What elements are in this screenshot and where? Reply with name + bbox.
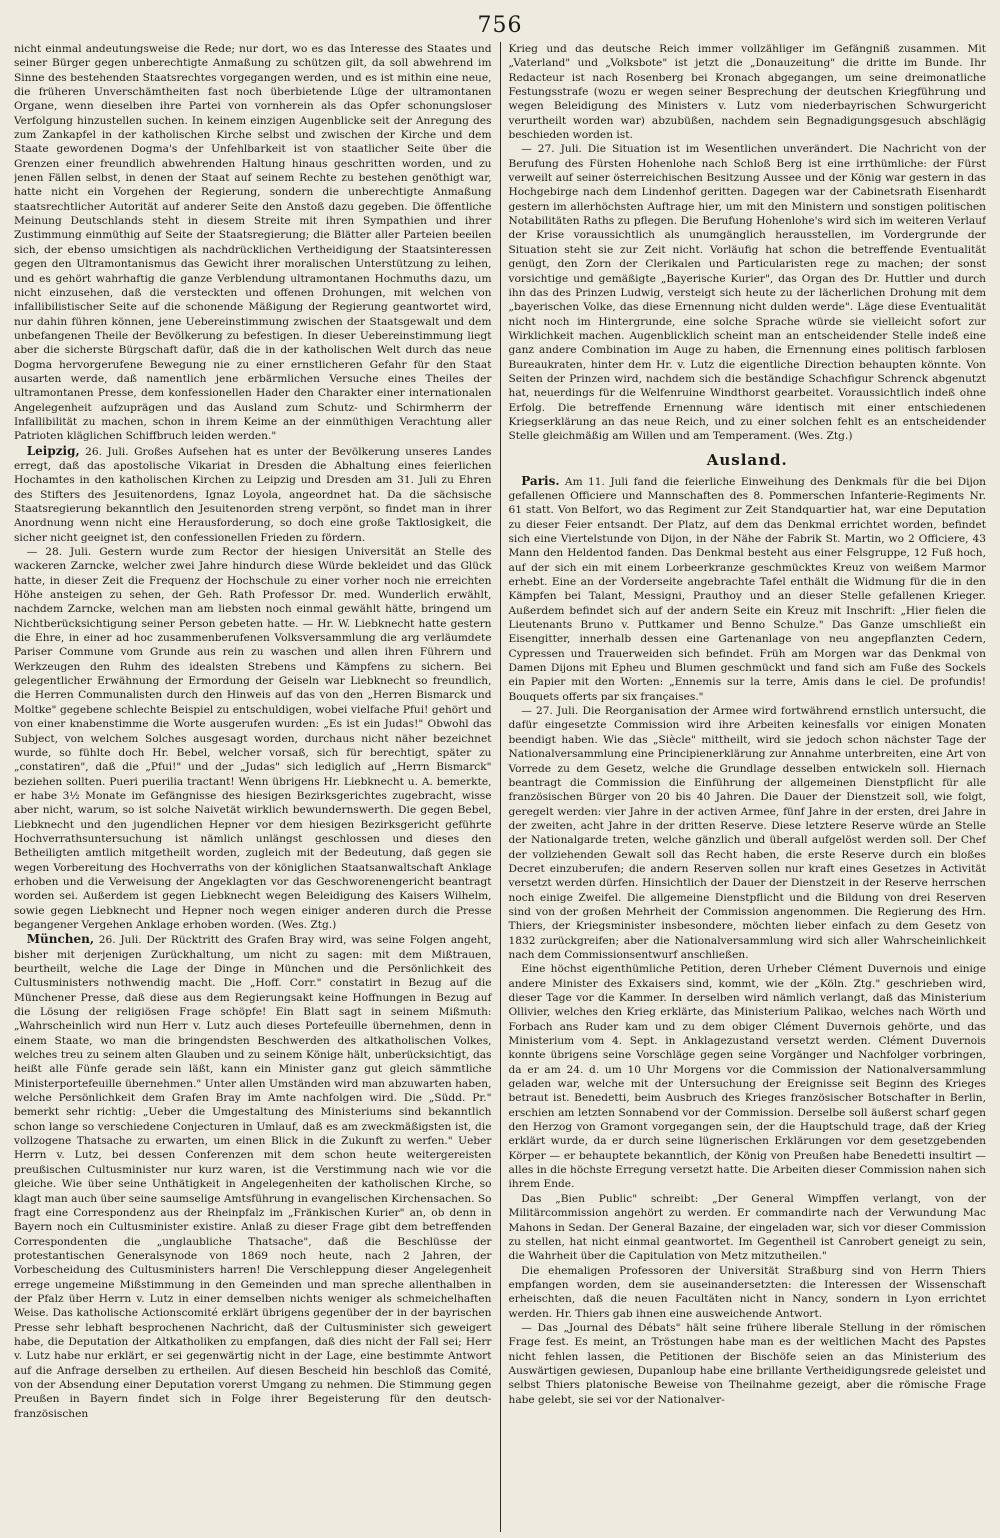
paragraph-text: — 27. Juli. Die Situation ist im Wesentlichen unverändert. Die Nachricht von der Berufung des Fürsten Hohenlohe nach Schloß Berg ist eine irrthümliche: der Fürst verweilt auf seiner österreichischen Besitzung Aussee und der König war gestern in das Hochgebirge nach dem Lindenhof geritten. Dagegen war der Cabinetsrath Eisenhardt gestern im allerhöchsten Auftrage hier, um mit den Ministern und sonstigen politischen Notabilitäten Raths zu pflegen. Die Berufung Hohenlohe's wird sich im weiteren Verlauf der Krise voraussichtlich als unumgänglich herausstellen, im Vordergrunde der Situation steht sie zur Zeit nicht. Vorläufig hat schon die betreffende Eventualität genügt, den Zorn der Clerikalen und Particularisten rege zu machen; der sonst vorsichtige und gemäßigte „Bayerische Kurier", das Organ des Dr. Huttler und durch ihn das des Prinzen Ludwig, versteigt sich heute zu der lächerlichen Drohung mit dem „bayerischen Volke, das diese Ernennung nicht dulden werde". Läge diese Eventualität nicht noch im Hintergrunde, eine solche Sprache würde sie vielleicht sofort zur Wirklichkeit machen. Augenblicklich scheint man an entscheidender Stelle indeß eine ganz andere Combination im Auge zu haben, die Ernennung eines politisch farblosen Bureaukraten, hinter dem Hr. v. Lutz die eigentliche Direction behaupten könnte. Von Seiten der Prinzen wird, nachdem sich die beständige Schachfigur Schrenck abgenutzt hat, neuerdings für die Welfenruine Windthorst gearbeitet. Voraussichtlich indeß ohne Erfolg. Die betreffende Ernennung wäre identisch mit einer entschiedenen Kriegserklärung an das neue Reich, und zu einer solchen fehlt es an entscheidender Stelle gleichmäßig am Willen und am Temperament. (Wes. Ztg.) — [508, 143, 986, 443]
article-paragraph — [509, 704, 987, 962]
paragraph-text: Krieg und das deutsche Reich immer vollzähliger im Gefängniß zusammen. Mit „Vaterland" und „Volksbote" ist jetzt die „Donauzeitung" die dritte im Bunde. Ihr Redacteur ist nach Rosenberg bei Kronach abgegangen, um seine dreimonatliche Festungsstrafe (wozu er wegen seiner Besprechung der deutschen Kriegführung und wegen Beleidigung des Ministers v. Lutz vom niederbayrischen Schwurgericht verurtheilt worden war) abzubüßen, nachdem sein Begnadigungsgesuch abschlägig beschieden worden ist. — [508, 43, 986, 142]
article-paragraph — [509, 962, 987, 1192]
paragraph-text: 26. Juli. Der Rücktritt des Grafen Bray wird, was seine Folgen angeht, bisher mit derjenigen Zurückhaltung, um nicht zu sagen: mit dem Mißtrauen, beurtheilt, welche die Lage der Dinge in München und die Persönlichkeit des Cultusministers nothwendig macht. Die „Hoff. Corr." constatirt in Bezug auf die Münchener Presse, daß diese aus dem Regierungsakt keine Hoffnungen in Bezug auf die Lösung der religiösen Frage schöpfe! Ein Blatt sagt in seinem Mißmuth: „Wahrscheinlich wird nun Herr v. Lutz auch dieses Portefeuille übernehmen, denn in einem Staate, wo man die bringendsten Beschwerden des altkatholischen Volkes, welches treu zu seinem alten Glauben und zu seinem Könige hält, unberücksichtigt, das heißt alle Fünfe gerade sein läßt, kann ein Minister ganz gut gleich sämmtliche Ministerportefeuille übernehmen." Unter allen Umständen wird man abzuwarten haben, welche Persönlichkeit dem Grafen Bray im Amte nachfolgen wird. Die „Südd. Pr." bemerkt sehr richtig: „Ueber die Umgestaltung des Ministeriums sind bekanntlich schon lange so verschiedene Conjecturen in Umlauf, daß es am zweckmäßigsten ist, die vollzogene Thatsache zu erwarten, um einen Blick in die Zukunft zu werfen." Ueber Herrn v. Lutz, bei dessen Conferenzen mit dem schon heute weitergereisten preußischen Cultusminister nur kurz waren, ist die Verstimmung nach wie vor die gleiche. Wie über seine Unthätigkeit in Angelegenheiten der katholischen Kirche, so klagt man auch über seine saumselige Amtsführung in evangelischen Kirchensachen. So fragt eine Correspondenz aus der Rheinpfalz im „Fränkischen Kurier" an, ob denn in Bayern noch ein Cultusminister existire. Anlaß zu dieser Frage gibt dem betreffenden Correspondenten die „unglaubliche Thatsache", daß die Beschlüsse der protestantischen Generalsynode von 1869 noch heute, nach 2 Jahren, der Vorbescheidung des Cultusministers harren! Die Verschleppung dieser Angelegenheit errege ungemeine Mißstimmung in den Gemeinden und man spreche allenthalben in der Pfalz über Herrn v. Lutz in einer demselben nichts weniger als schmeichelhaften Weise. Das katholische Actionscomité erklärt übrigens gegenüber der in der bayrischen Presse sehr lebhaft besprochenen Nachricht, daß der Cultusminister sich geweigert habe, die Deputation der Altkatholiken zu empfangen, daß dies nicht der Fall sei; Herr v. Lutz habe nur erklärt, er sei gegenwärtig nicht in der Lage, eine bestimmte Antwort auf die Anfrage derselben zu ertheilen. Auf diesen Bescheid hin beschloß das Comité, von der Absendung einer Deputation vorerst Umgang zu nehmen. Die Stimmung gegen Preußen in Bayern findet sich in Folge ihrer Begeisterung für den deutsch-französischen — [14, 934, 492, 1420]
paragraph-text: Eine höchst eigenthümliche Petition, deren Urheber Clément Duvernois und einige andere Minister des Exkaisers sind, kommt, wie der „Köln. Ztg." geschrieben wird, dieser Tage vor die Kammer. In derselben wird nämlich verlangt, daß das Ministerium Ollivier, welches den Krieg erklärte, das Ministerium Palikao, welches nach Wörth und Forbach ans Ruder kam und zu dem obiger Clément Duvernois gehörte, und das Ministerium vom 4. Sept. in Anklagezustand versetzt werden. Clément Duvernois konnte übrigens seine Vorschläge gegen seine Vorgänger und Nachfolger vorbringen, da er am 24. d. um 10 Uhr Morgens vor die Commission der Nationalversammlung geladen war, welche mit der Untersuchung der Ereignisse seit Beginn des Krieges betraut ist. Benedetti, beim Ausbruch des Krieges französischer Botschafter in Berlin, erschien am letzten Sonnabend vor der Commission. Derselbe soll äußerst scharf gegen den Herzog von Gramont vorgegangen sein, der die Hauptschuld trage, daß der Krieg erklärt wurde, da er durch seine lügnerischen Erklärungen vor dem gesetzgebenden Körper — er behauptete bekanntlich, der König von Preußen habe Benedetti insultirt — alles in die höchste Erregung versetzt hatte. Die Arbeiten dieser Commission nahen sich ihrem Ende. — [508, 963, 986, 1191]
page-number: 756 — [477, 13, 523, 38]
article-paragraph — [14, 932, 492, 1421]
article-paragraph — [509, 1321, 987, 1407]
paragraph-text: — 28. Juli. Gestern wurde zum Rector der hiesigen Universität an Stelle des wackeren Zarncke, welcher zwei Jahre hindurch diese Würde bekleidet und das Glück hatte, in dieser Zeit die Frequenz der Hochschule zu einer vorher noch nie erreichten Höhe ansteigen zu sehen, der Geh. Rath Professor Dr. med. Wunderlich erwählt, nachdem Zarncke, welchen man am liebsten noch einmal gewählt hätte, bringend um Nichtberücksichtigung seiner Person gebeten hatte. — Hr. W. Liebknecht hatte gestern die Ehre, in einer ad hoc zusammenberufenen Volksversammlung die arg verläumdete Pariser Commune vom Grunde aus rein zu waschen und allen ihren Führern und Werkzeugen den Ruhm des idealsten Strebens und Kämpfens zu sichern. Bei gelegentlicher Erwähnung der Ermordung der Geiseln war Liebknecht so freundlich, die Herren Communalisten durch den Hinweis auf das von den „Herren Bismarck und Moltke" gegebene schlechte Beispiel zu entschuldigen, wobei vielfache Pfui! gehört und von einer knabenstimme die Worte ausgerufen wurden: „Es ist ein Judas!" Obwohl das Subject, von welchem Solches ausgesagt worden, durchaus nicht näher bezeichnet wurde, so fühlte doch Hr. Bebel, welcher vorsaß, sich für berechtigt, später zu „constatiren", daß die „Pfui!" und der „Judas" sich lediglich auf „Herrn Bismarck" beziehen sollten. Pueri puerilia tractant! Wenn übrigens Hr. Liebknecht u. A. bemerkte, er habe 3½ Monate im Gefängnisse des hiesigen Bezirksgerichtes zugebracht, wisse aber nicht, warum, so ist solche Naivetät wirklich bewundernswerth. Die gegen Bebel, Liebknecht und den jugendlichen Hepner vor dem hiesigen Bezirksgericht geführte Hochverrathsuntersuchung ist nämlich unlängst geschlossen und dieses den Betheiligten amtlich mitgetheilt worden, zugleich mit der Bedeutung, daß gegen sie wegen Vorbereitung des Hochverraths von der königlichen Staatsanwaltschaft Anklage erhoben und die Verweisung der Angeklagten vor das Geschworenengericht beantragt worden sei. Außerdem ist gegen Liebknecht wegen Beleidigung des Kaisers Wilhelm, sowie gegen Liebknecht und Hepner noch wegen einiger anderen durch die Presse begangener Vergehen Anklage erhoben worden. (Wes. Ztg.) — [14, 546, 492, 931]
paragraph-text: nicht einmal andeutungsweise die Rede; nur dort, wo es das Interesse des Staates und seiner Bürger gegen unberechtigte Anmaßung zu schützen gilt, da soll abwehrend im Sinne des bestehenden Staatsrechtes vorgegangen werden, und es ist mithin eine neue, die früheren Unverschämtheiten fast noch überbietende Lüge der ultramontanen Organe, wenn dieselben ihre Partei von vornherein als das Opfer schonungsloser Verfolgung hinzustellen suchen. In keinem einzigen Augenblicke seit der Anregung des zum Zankapfel in der katholischen Kirche selbst und zwischen der Kirche und dem Staate gewordenen Dogma's der Unfehlbarkeit ist von staatlicher Seite über die Grenzen einer freundlich abwehrenden Haltung hinaus geschritten worden, und zu jenen Fällen selbst, in denen der Staat auf seinem Rechte zu bestehen genöthigt war, hatte nicht ein Vorgehen der Regierung, sondern die unberechtigte Anmaßung staatsrechtlicher Autorität auf anderer Seite den Anstoß dazu gegeben. Die öffentliche Meinung Deutschlands steht in diesem Streite mit ihren Sympathien und ihrer Zustimmung einmüthig auf Seite der Staatsregierung; die Blätter aller Parteien beeilen sich, der ebenso umsichtigen als nachdrücklichen Vertheidigung der Staatsinteressen gegen den Ultramontanismus das Gewicht ihrer moralischen Unterstützung zu leihen, und es gehört wahrhaftig die ganze Verblendung ultramontanen Hochmuths dazu, um nicht einzusehen, daß die versteckten und offenen Drohungen, mit welchen von infallibilistischer Seite auf die schonende Mäßigung der Regierung geantwortet wird, nur dahin führen können, jene Uebereinstimmung zwischen der Staatsgewalt und dem unbefangenen Theile der Bevölkerung zu befestigen. In dieser Uebereinstimmung liegt aber die sicherste Bürgschaft dafür, daß die in der katholischen Welt durch das neue Dogma hervorgerufene Bewegung nie zu einer ernstlicheren Gefahr für den Staat ausarten werde, daß namentlich jene erbärmlichen Versuche eines Theiles der ultramontanen Presse, dem konfessionellen Hader den Charakter einer internationalen Angelegenheit aufzuprägen und das Ausland zum Schutz- und Schirmherrn der Infallibilität zu machen, schon in ihrem Keime an der einmüthigen Verachtung aller Patrioten kläglichen Schiffbruch leiden werden." — [14, 43, 492, 443]
article-paragraph — [14, 42, 492, 444]
paragraph-text: — Das „Journal des Débats" hält seine frühere liberale Stellung in der römischen Frage fest. Es meint, an Tröstungen habe man es der weltlichen Macht des Papstes nicht fehlen lassen, die Petitionen der Bischöfe seien an das Ministerium des Auswärtigen gewiesen, Dupanloup habe eine brillante Vertheidigungsrede geleistet und selbst Thiers platonische Beweise von Theilnahme gezeigt, aber die römische Frage habe gelebt, sie sei vor der Nationalver- — [508, 1321, 986, 1406]
paragraph-text: — 27. Juli. Die Reorganisation der Armee wird fortwährend ernstlich untersucht, die dafür eingesetzte Commission wird ihre Arbeiten keinesfalls vor einigen Monaten beendigt haben. Wie das „Siècle" mittheilt, wird sie jedoch schon nächster Tage der Nationalversammlung eine Principienerklärung zur Annahme unterbreiten, eine Art von Vorrede zu dem Gesetz, welche die Grundlage desselben entwickeln soll. Hiernach beantragt die Commission die Einführung der allgemeinen Dienstpflicht für alle französischen Bürger von 20 bis 40 Jahren. Die Dauer der Dienstzeit soll, wie folgt, geregelt werden: vier Jahre in der activen Armee, fünf Jahre in der ersten, drei Jahre in der zweiten, acht Jahre in der dritten Reserve. Diese letztere Reserve würde an Stelle der Nationalgarde treten, welche gänzlich und überall aufgelöst werden soll. Der Chef der vollziehenden Gewalt soll das Recht haben, die erste Reserve durch ein bloßes Decret einzuberufen; die andern Reserven sollen nur kraft eines Gesetzes in Activität versetzt werden dürfen. Hinsichtlich der Dauer der Dienstzeit in der Reserve herrschen noch einige Zweifel. Die allgemeine Dienstpflicht und die Bildung von drei Reserven sind von der großen Mehrheit der Commission angenommen. Die Regierung des Hrn. Thiers, der Kriegsminister insbesondere, möchten lieber einfach zu dem Gesetz von 1832 zurückgreifen; aber die Nationalversammlung wird sich aller Wahrscheinlichkeit nach dem Commissionsentwurf anschließen. — [508, 705, 986, 961]
dateline: Leipzig, — [26, 443, 80, 458]
section-heading: Ausland. — [706, 450, 788, 469]
article-paragraph — [14, 545, 492, 932]
paragraph-text: 26. Juli. Großes Aufsehen hat es unter der Bevölkerung unseres Landes erregt, daß das apostolische Vikariat in Dresden die Abhaltung eines feierlichen Hochamtes in den katholischen Kirchen zu Leipzig und Dresden am 31. Juli zu Ehren des Stifters des Jesuitenordens, Ignaz Loyola, angeordnet hat. Da die sächsische Staatsregierung bekanntlich den Jesuitenorden streng verpönt, so findet man in ihrer Anordnung wenn nicht eine Herausforderung, so doch eine große Taktlosigkeit, die sicher nicht geeignet ist, den confessionellen Frieden zu fördern. — [14, 445, 492, 544]
article-paragraph — [509, 1192, 987, 1264]
article-paragraph — [509, 42, 987, 142]
article-paragraph — [509, 1264, 987, 1321]
dateline: München, — [26, 932, 95, 947]
article-paragraph — [14, 444, 492, 545]
paragraph-text: Am 11. Juli fand die feierliche Einweihung des Denkmals für die bei Dijon gefallenen Officiere und Mannschaften des 8. Pommerschen Infanterie-Regiments Nr. 61 statt. Von Belfort, wo das Regiment zur Zeit Standquartier hat, war eine Deputation zu dieser Feier entsandt. Der Platz, auf dem das Denkmal errichtet worden, befindet sich eine Viertelstunde von Dijon, in der Nähe der Fabrik St. Martin, wo 2 Officiere, 43 Mann den Heldentod fanden. Das Denkmal besteht aus einer Felsgruppe, 12 Fuß hoch, auf der sich ein mit einem Lorbeerkranze geschmücktes Kreuz von weißem Marmor erhebt. Eine an der Vorderseite angebrachte Tafel enthält die Widmung für die in den Kämpfen bei Talant, Messigni, Prauthoy und an dieser Stelle gefallenen Krieger. Außerdem befindet sich auf der andern Seite ein Kreuz mit Inschrift: „Hier fielen die Lieutenants Bruno v. Puttkamer und Benno Schulze." Das Ganze umschließt ein Eisengitter, innerhalb dessen eine Gartenanlage von neu angepflanzten Cedern, Cypressen und Trauerweiden sich befindet. Früh am Morgen war das Denkmal von Damen Dijons mit Epheu und Blumen geschmückt und fand sich am Fuße des Sockels ein Papier mit den Worten: „Ennemis sur la terre, Amis dans le ciel. De profundis! Bouquets offerts par six françaises." — [508, 475, 986, 703]
paragraph-text: Das „Bien Public" schreibt: „Der General Wimpffen verlangt, von der Militärcommission angehört zu werden. Er commandirte nach der Verwundung Mac Mahons in Sedan. Der General Bazaine, der eingeladen war, sich vor dieser Commission zu stellen, hat nicht einmal geantwortet. Im Gegentheil ist Canrobert geneigt zu sein, die Wahrheit über die Capitulation von Metz mitzutheilen." — [508, 1192, 986, 1263]
right-column — [501, 42, 987, 1532]
left-column — [14, 42, 500, 1532]
paragraph-text: Die ehemaligen Professoren der Universität Straßburg sind von Herrn Thiers empfangen worden, dem sie auseinandersetzten: die Interessen der Wissenschaft erheischten, daß die neuen Facultäten nicht in Nancy, sondern in Lyon errichtet werden. Hr. Thiers gab ihnen eine ausweichende Antwort. — [508, 1264, 986, 1320]
article-paragraph — [509, 474, 987, 705]
article-paragraph — [509, 142, 987, 443]
columns — [14, 42, 986, 1532]
dateline: Paris. — [521, 473, 560, 488]
